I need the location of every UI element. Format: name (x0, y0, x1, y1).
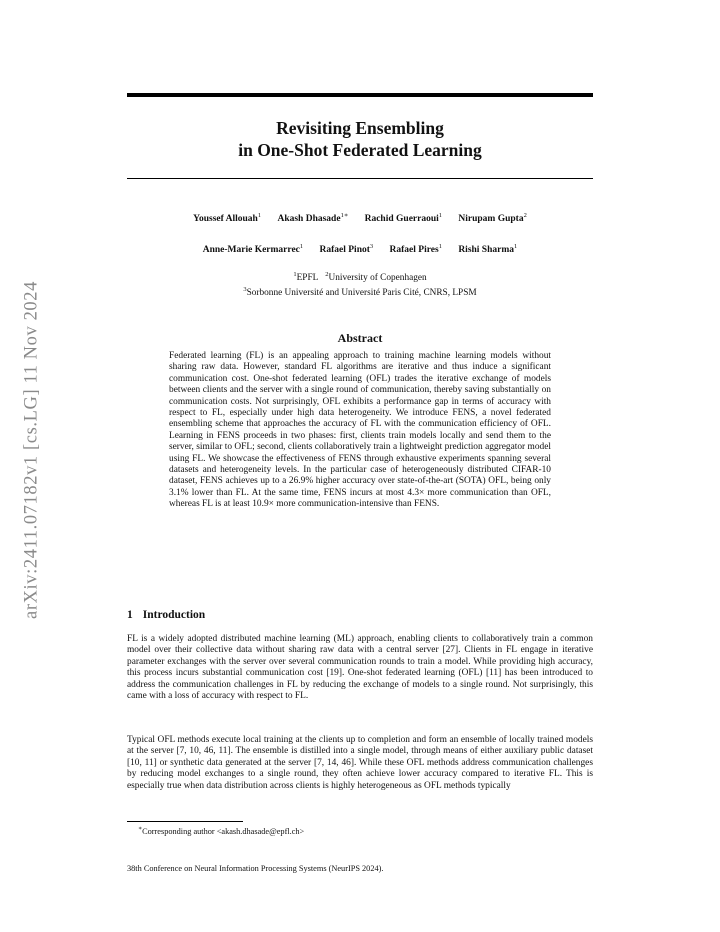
abstract-heading: Abstract (337, 331, 383, 345)
footnote-text: Corresponding author <akash.dhasade@epfl.ch> (142, 826, 305, 836)
affiliations (127, 269, 593, 299)
author: Rishi Sharma$^1$ (458, 243, 518, 256)
author: Akash Dhasade$^{1∗}$ (277, 212, 349, 225)
author: Nirupam Gupta$^2$ (458, 212, 527, 225)
author: Rafael Pinot$^3$ (319, 243, 374, 256)
paper-title (127, 117, 593, 161)
title-line-2: in One-Shot Federated Learning (238, 140, 482, 160)
section-title: Introduction (142, 609, 206, 621)
footnote-rule (127, 821, 243, 822)
arxiv-stamp-text: arXiv:2411.07182v1 [cs.LG] 11 Nov 2024 (21, 281, 42, 619)
intro-paragraph-1: FL is a widely adopted distributed machine learning (ML) approach, enabling clients to collaboratively train a common model over their collective data without sharing raw data with a central server [27]. Clients in FL engage in iterative parameter exchanges with the server over several communication rounds to train a model. While providing high accuracy, this process incurs substantial communication cost [19]. One-shot federated learning (OFL) [11] has been introduced to address the communication challenges in FL by reducing the exchange of models to a single round. Not surprisingly, this came with a loss of accuracy with respect to FL. (127, 634, 593, 702)
title-line-1: Revisiting Ensembling (276, 118, 444, 138)
footnote (138, 825, 304, 836)
abstract-text: Federated learning (FL) is an appealing approach to training machine learning models without sharing raw data. However, standard FL algorithms are iterative and thus induce a significant communication cost. One-shot federated learning (OFL) trades the iterative exchange of models between clients and the server with a single round of communication, thereby saving substantially on communication costs. Not surprisingly, OFL exhibits a performance gap in terms of accuracy with respect to FL, especially under high data heterogeneity. We introduce FENS, a novel federated ensembling scheme that approaches the accuracy of FL with the communication efficiency of OFL. Learning in FENS proceeds in two phases: first, clients train models locally and send them to the server, similar to OFL; second, clients collaboratively train a lightweight prediction aggregator model using FL. We showcase the effectiveness of FENS through exhaustive experiments spanning several datasets and heterogeneity levels. In the particular case of heterogeneously distributed CIFAR-10 dataset, FENS achieves up to a 26.9% higher accuracy over state-of-the-art (SOTA) OFL, being only 3.1% lower than FL. At the same time, FENS incurs at most 4.3× more communication than OFL, whereas FL is at least 10.9× more communication-intensive than FENS. (169, 351, 551, 510)
footnote-mark: ∗ (138, 826, 143, 832)
affiliation-line-2: $^3$Sorbonne Université and Université Paris Cité, CNRS, LPSM (243, 286, 477, 299)
title-bottom-rule (127, 178, 593, 179)
author: Youssef Allouah$^1$ (193, 212, 262, 225)
section-number: 1 (127, 609, 133, 621)
title-top-rule (127, 93, 593, 97)
intro-paragraph-2: Typical OFL methods execute local training at the clients up to completion and form an ensemble of locally trained models at the server [7, 10, 46, 11]. The ensemble is distilled into a single model, through means of either auxiliary public dataset [10, 11] or synthetic data generated at the server [7, 14, 46]. While these OFL methods address communication challenges by reducing model exchanges to a single round, they often achieve lower accuracy compared to iterative FL. This is especially true when data distribution across clients is highly heterogeneous as OFL methods typically (127, 735, 593, 791)
venue-line: 38th Conference on Neural Information Processing Systems (NeurIPS 2024). (127, 864, 384, 873)
authors-row-1 (127, 211, 593, 224)
author: Rafael Pires$^1$ (389, 243, 442, 256)
affiliation-line-1: $^1$EPFL $^2$University of Copenhagen (293, 271, 427, 284)
authors-row-2 (127, 243, 593, 255)
section-heading-introduction (127, 609, 205, 621)
author: Rachid Guerraoui$^1$ (364, 212, 443, 225)
author: Anne-Marie Kermarrec$^1$ (202, 243, 304, 256)
